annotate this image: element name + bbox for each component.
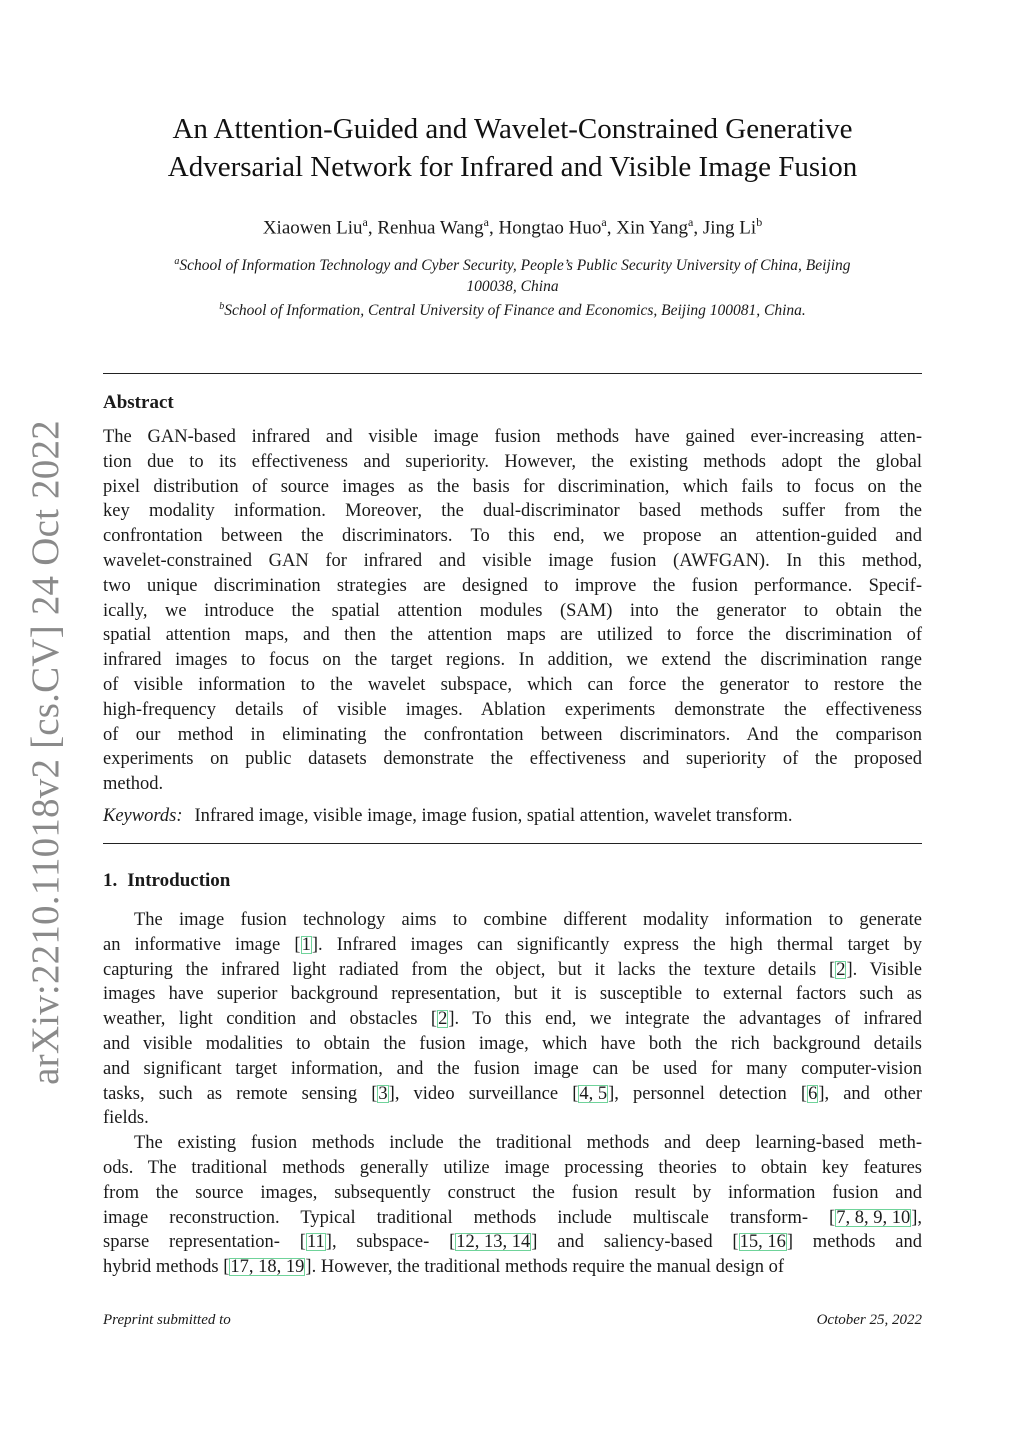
title-line-2: Adversarial Network for Infrared and Visible Image Fusion [167,151,858,183]
author-list [103,208,922,242]
paragraph-line [103,982,922,1007]
citation-link[interactable]: 1 [301,934,311,955]
paper-title [103,110,922,186]
title-line-1: An Attention-Guided and Wavelet-Constrained Generative [172,113,853,145]
abstract-line: high-frequency details of visible images. Ablation experiments demonstrate the effectiveness [103,699,922,720]
author-separator: , [693,217,703,239]
introduction-body [103,908,922,1280]
abstract-line: two unique discrimination strategies are designed to improve the fusion performance. Specif- [103,575,922,596]
citation-link[interactable]: 7, 8, 9, 10 [836,1207,911,1228]
author-name: Renhua Wang [377,217,484,239]
keywords-text: Infrared image, visible image, image fusion, spatial attention, wavelet transform. [194,806,793,826]
paragraph-line: an informative image [1]. Infrared images can significantly express the high thermal target by [103,934,923,955]
text-segment: , [917,1207,922,1228]
author-affiliation-mark: b [756,215,763,229]
abstract-line: wavelet-constrained GAN for infrared and visible image fusion (AWFGAN). In this method, [103,550,922,571]
affiliation-a-mark: a [174,256,180,267]
abstract-line: ically, we introduce the spatial attention modules (SAM) into the generator to obtain the [103,600,922,621]
citation-link[interactable]: 15, 16 [739,1232,786,1253]
abstract-line: infrared images to focus on the target regions. In addition, we extend the discrimination range [103,650,922,671]
keywords [103,804,922,829]
arxiv-identifier-text: arXiv:2210.11018v2 [cs.CV] 24 Oct 2022 [23,420,67,1085]
text-segment: ods. The traditional methods generally utilize image processing theories to obtain key features [103,1157,922,1178]
text-segment: , personnel detection [614,1083,801,1104]
text-segment: sparse representation- [103,1232,300,1253]
keywords-label: Keywords: [103,806,183,826]
paragraph-line: image reconstruction. Typical traditional methods include multiscale transform- [7, 8, 9, 10], [103,1207,922,1228]
affiliation-a-line2: 100038, China [466,277,559,295]
text-segment: image reconstruction. Typical traditional methods include multiscale transform- [103,1207,830,1228]
text-segment: methods and [793,1232,922,1253]
author-affiliation-mark: a [688,215,694,229]
citation-link[interactable]: 17, 18, 19 [230,1257,305,1278]
paragraph-line [103,1057,922,1082]
author-affiliation-mark: a [362,215,368,229]
paragraph-line: capturing the infrared light radiated from the object, but it lacks the texture details [2]. Visible [103,959,923,980]
paragraph-line [103,1106,922,1131]
text-segment: and saliency-based [537,1232,733,1253]
text-segment: The existing fusion methods include the traditional methods and deep learning-based meth- [134,1133,922,1154]
author-name: Xiaowen Liu [262,217,363,239]
paragraph-line [103,908,922,933]
affiliation-b-line: School of Information, Central University of Finance and Economics, Beijing 100081, China. [224,302,806,320]
affiliation-b [103,297,922,322]
author-name: Jing Li [702,217,757,239]
author-separator: , [367,217,378,239]
section-title: Introduction [127,870,231,891]
paragraph-line: sparse representation- [11], subspace- [12, 13, 14] and saliency-based [15, 16] methods and [103,1232,922,1253]
author-separator: , [606,217,617,239]
affiliation-b-mark: b [219,301,225,313]
author-affiliation-mark: a [483,215,489,229]
citation-link[interactable]: 3 [378,1083,388,1104]
abstract-line: of our method in eliminating the confrontation between discriminators. And the comparison [103,724,922,745]
abstract-line: confrontation between the discriminators. To this end, we propose an attention-guided and [103,526,922,547]
text-segment: . Visible [852,959,923,980]
text-segment: hybrid methods [103,1257,224,1278]
abstract-line: of visible information to the wavelet subspace, which can force the generator to restore the [103,674,922,695]
paragraph-line [103,1156,922,1181]
footer-preprint: Preprint submitted to [103,1312,231,1328]
citation-link[interactable]: 6 [808,1083,818,1104]
abstract-line: key modality information. Moreover, the dual-discriminator based methods suffer from the [103,501,922,522]
arxiv-identifier [14,420,76,1085]
footer-date: October 25, 2022 [816,1312,922,1328]
citation-link[interactable]: 12, 13, 14 [456,1232,531,1253]
text-segment: from the source images, subsequently construct the fusion result by information fusion and [103,1182,922,1203]
section-heading [103,868,230,894]
text-segment: capturing the infrared light radiated from the object, but it lacks the texture details [103,959,830,980]
citation-link[interactable]: 2 [836,959,846,980]
text-segment: , and other [824,1083,922,1104]
affiliation-a-line1: School of Information Technology and Cyber Security, People’s Public Security University of China, Beijing [179,257,851,275]
section-number: 1. [103,870,118,891]
text-segment: and visible modalities to obtain the fusion image, which have both the rich background details [103,1033,922,1054]
paragraph-line [103,1032,922,1057]
abstract-top-rule [103,373,922,374]
abstract-line: method. [103,774,164,795]
abstract-line: pixel distribution of source images as the basis for discrimination, which fails to focus on the [103,476,922,497]
paragraph-line: tasks, such as remote sensing [3], video surveillance [4, 5], personnel detection [6], and other [103,1083,922,1104]
abstract-bottom-rule [103,843,922,844]
abstract-line: experiments on public datasets demonstrate the effectiveness and superiority of the proposed [103,749,922,770]
paragraph-line: hybrid methods [17, 18, 19]. However, the traditional methods require the manual design of [103,1257,785,1278]
text-segment: . To this end, we integrate the advantages of infrared [454,1009,922,1030]
abstract-line: The GAN-based infrared and visible image fusion methods have gained ever-increasing atten- [103,427,922,447]
citation-link[interactable]: 4, 5 [579,1083,608,1104]
text-segment: and significant target information, and the fusion image can be used for many computer-vision [103,1058,922,1079]
text-segment: an informative image [103,934,295,955]
author-separator: , [489,217,499,239]
author-name: Xin Yang [616,217,689,239]
author-affiliation-mark: a [601,215,607,229]
affiliations [103,252,922,322]
paragraph-line [103,1181,922,1206]
text-segment: fields. [103,1108,149,1129]
text-segment: images have superior background representation, but it is susceptible to external factors such as [103,984,922,1005]
citation-link[interactable]: 11 [306,1232,325,1253]
abstract-line: spatial attention maps, and then the attention maps are utilized to force the discrimination of [103,625,922,646]
citation-link[interactable]: 2 [438,1009,448,1030]
abstract-heading: Abstract [103,392,174,413]
abstract-line: tion due to its effectiveness and superiority. However, the existing methods adopt the global [103,451,922,472]
text-segment: The image fusion technology aims to combine different modality information to generate [134,910,922,930]
paragraph-line [103,1131,922,1156]
abstract-body [103,425,922,797]
affiliation-a [103,252,922,277]
text-segment: , subspace- [331,1232,450,1253]
text-segment: weather, light condition and obstacles [103,1009,431,1030]
text-segment: . Infrared images can significantly express the high thermal target by [318,934,923,955]
text-segment: . However, the traditional methods require the manual design of [311,1257,785,1278]
text-segment: tasks, such as remote sensing [103,1083,372,1104]
paragraph-line: weather, light condition and obstacles [2]. To this end, we integrate the advantages of infrared [103,1009,922,1030]
author-name: Hongtao Huo [498,217,602,239]
text-segment: , video surveillance [394,1083,573,1104]
